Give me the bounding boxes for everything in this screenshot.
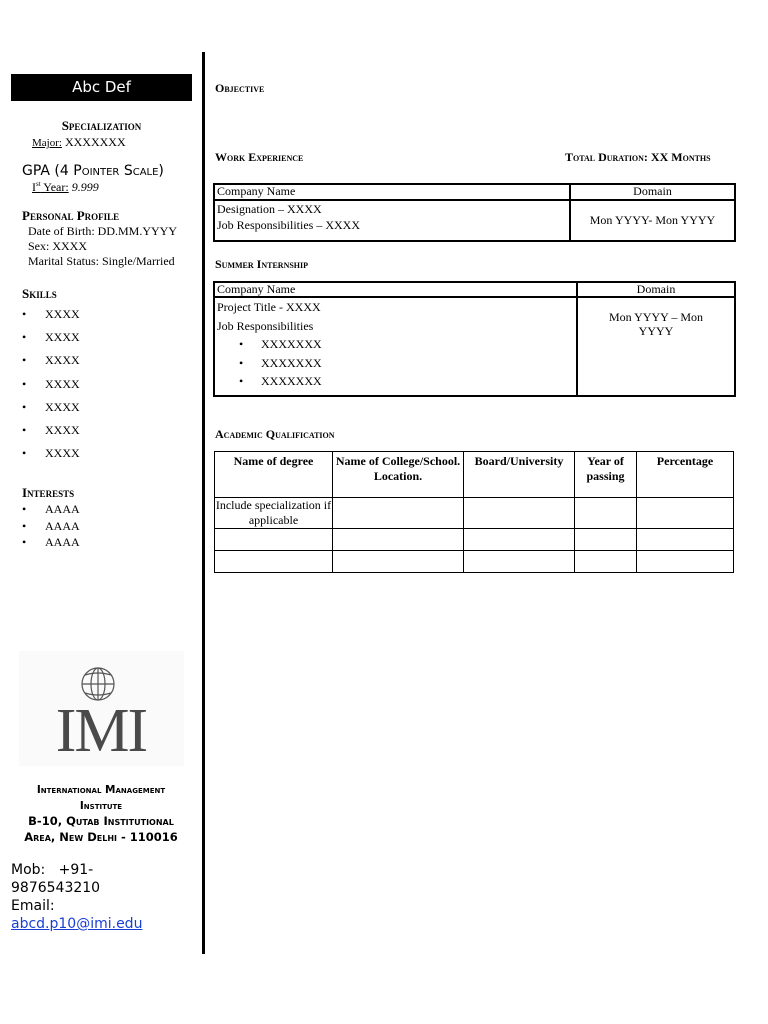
- work-experience-table: [213, 183, 736, 242]
- list-item: • AAAA: [22, 535, 80, 549]
- table-row: [214, 297, 735, 396]
- gpa-scale: Pointer Scale): [73, 163, 164, 179]
- job-details: [214, 200, 570, 241]
- table-cell: [575, 498, 637, 529]
- institute-name-1: International Management: [36, 784, 166, 796]
- interests-list: [22, 502, 80, 552]
- period: Mon YYYY- Mon YYYY: [570, 200, 735, 241]
- table-cell: Include specialization if applicable: [215, 498, 332, 527]
- domain: Domain: [570, 184, 735, 200]
- contact-info: [11, 861, 196, 933]
- svg-text:IMI: IMI: [55, 697, 147, 765]
- major-line: [32, 135, 126, 150]
- list-item: • AAAA: [22, 502, 80, 516]
- column-divider: [202, 52, 205, 954]
- table-row: [214, 184, 735, 200]
- objective-title: Objective: [215, 81, 265, 95]
- list-item: • XXXXXXX: [239, 337, 322, 351]
- table-cell: [333, 551, 464, 573]
- academic-table: [214, 451, 734, 573]
- candidate-name: Abc Def: [11, 74, 192, 101]
- table-row: [214, 282, 735, 297]
- year-label: Ist Year:: [32, 180, 69, 194]
- work-experience-title: Work Experience: [215, 150, 304, 164]
- list-item: • XXXX: [22, 330, 80, 345]
- project-details: [214, 297, 577, 396]
- address-line-2: Area, New Delhi - 110016: [24, 829, 178, 844]
- personal-profile-details: [28, 224, 177, 269]
- year-line: [32, 180, 99, 195]
- skills-title: Skills: [22, 286, 57, 301]
- mobile-number: 9876543210: [11, 880, 101, 896]
- list-item: • XXXX: [22, 307, 80, 321]
- company-name: Company Name: [214, 282, 577, 297]
- list-item: • XXXX: [22, 446, 80, 461]
- domain: Domain: [577, 282, 735, 297]
- specialization-title: Specialization: [61, 118, 142, 133]
- email-label: Email:: [11, 898, 55, 914]
- table-cell: [464, 551, 575, 573]
- dob: Date of Birth: DD.MM.YYYY: [28, 224, 177, 238]
- email-link[interactable]: abcd.p10@imi.edu: [11, 916, 143, 932]
- table-cell: [637, 498, 734, 529]
- list-item: • XXXXXXX: [239, 355, 322, 370]
- table-row: [215, 529, 734, 551]
- address-line-1: B-10, Qutab Institutional: [28, 814, 174, 828]
- interests-title: Interests: [22, 485, 75, 500]
- table-cell: [333, 529, 464, 551]
- header-board: Board/University: [464, 452, 575, 498]
- list-item: • XXXX: [22, 422, 80, 437]
- table-cell: [575, 529, 637, 551]
- table-cell: [333, 498, 464, 529]
- table-cell: [215, 529, 333, 551]
- mobile-line: Mob: +91-: [11, 862, 94, 878]
- marital-status: Marital Status: Single/Married: [28, 254, 175, 268]
- left-sidebar: [0, 0, 204, 1024]
- table-cell: [464, 498, 575, 529]
- table-cell: [637, 551, 734, 573]
- total-duration: Total Duration: XX Months: [565, 150, 711, 164]
- list-item: • XXXXXXX: [239, 374, 322, 388]
- internship-table: [213, 281, 736, 397]
- gpa-line: [22, 163, 164, 179]
- responsibilities: Job Responsibilities – XXXX: [217, 218, 361, 232]
- table-cell: [464, 529, 575, 551]
- globe-icon: [19, 651, 184, 766]
- table-row: [215, 498, 734, 529]
- header-degree: Name of degree: [215, 452, 333, 498]
- academic-qualification-title: Academic Qualification: [215, 427, 335, 441]
- header-year: Year of passing: [575, 452, 637, 498]
- major-value: XXXXXXX: [64, 135, 126, 149]
- list-item: • XXXX: [22, 376, 80, 391]
- project-title: Project Title - XXXX: [217, 300, 321, 314]
- table-row: [214, 200, 735, 241]
- sex: Sex: XXXX: [28, 239, 87, 253]
- list-item: • XXXX: [22, 353, 80, 368]
- header-percentage: Percentage: [637, 452, 734, 498]
- table-cell: [575, 551, 637, 573]
- list-item: • AAAA: [22, 518, 80, 533]
- table-cell: [637, 529, 734, 551]
- year-value: 9.999: [71, 180, 99, 194]
- list-item: • XXXX: [22, 399, 80, 414]
- summer-internship-title: Summer Internship: [215, 257, 309, 271]
- gpa-label: GPA (4: [22, 163, 69, 179]
- table-cell: [215, 551, 333, 573]
- responsibilities: Job Responsibilities: [217, 318, 314, 333]
- institute-address: [8, 783, 194, 845]
- major-label: Major:: [32, 137, 62, 149]
- personal-profile-title: Personal Profile: [22, 208, 120, 223]
- table-header-row: [215, 452, 734, 498]
- designation: Designation – XXXX: [217, 202, 322, 216]
- skills-list: [22, 307, 80, 469]
- company-name: Company Name: [214, 184, 570, 200]
- imi-logo: [19, 651, 184, 766]
- institute-name-2: Institute: [79, 799, 123, 812]
- header-college: Name of College/School. Location.: [333, 452, 464, 498]
- period: Mon YYYY – Mon YYYY: [577, 297, 735, 396]
- table-row: [215, 551, 734, 573]
